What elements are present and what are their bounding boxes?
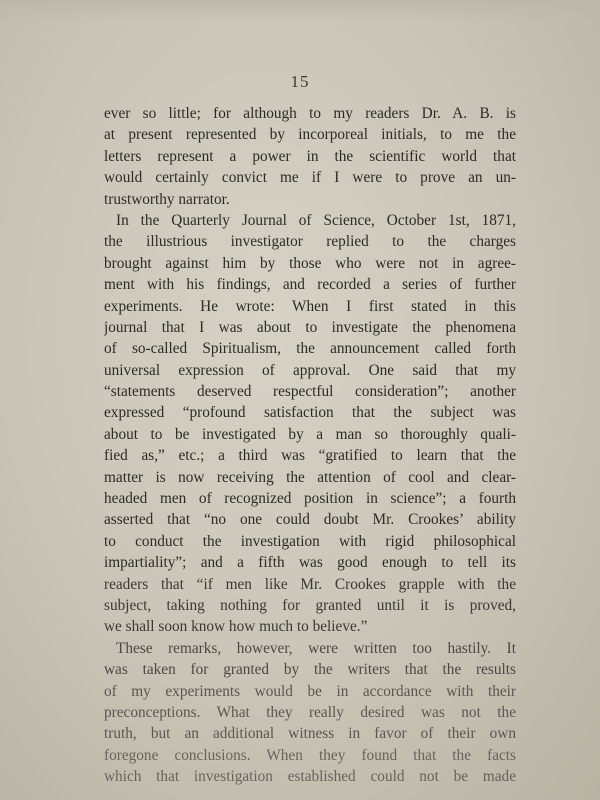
text-line: brought against him by those who were not in agree- [104, 254, 516, 272]
text-line: was taken for granted by the writers that the results [104, 661, 516, 679]
text-line: ment with his findings, and recorded a series of further [104, 276, 516, 294]
text-line: would certainly convict me if I were to prove an un- [104, 169, 516, 187]
text-line: of so-called Spiritualism, the announcement called forth [104, 340, 516, 358]
text-line: expressed “profound satisfaction that the subject was [104, 404, 516, 422]
body-text [104, 103, 516, 788]
text-line: universal expression of approval. One said that my [104, 361, 516, 379]
text-line: readers that “if men like Mr. Crookes grapple with the [104, 575, 516, 593]
text-line: preconceptions. What they really desired was not the [104, 703, 516, 721]
text-line: about to be investigated by a man so thoroughly quali- [104, 425, 516, 443]
text-line: fied as,” etc.; a third was “gratified to learn that the [104, 447, 516, 465]
text-line: to conduct the investigation with rigid philosophical [104, 532, 516, 550]
text-line: we shall soon know how much to believe.” [104, 618, 368, 636]
text-line: matter is now receiving the attention of cool and clear- [104, 468, 516, 486]
text-line: ever so little; for although to my readers Dr. A. B. is [104, 105, 516, 122]
text-line: journal that I was about to investigate the phenomena [104, 318, 516, 336]
text-line: trustworthy narrator. [104, 190, 230, 208]
text-line: foregone conclusions. When they found that the facts [104, 746, 516, 764]
text-line: In the Quarterly Journal of Science, October 1st, 1871, [116, 211, 516, 229]
text-line: the illustrious investigator replied to the charges [104, 233, 516, 251]
text-line: headed men of recognized position in science”; a fourth [104, 490, 516, 508]
text-line: “statements deserved respectful consideration”; another [104, 383, 516, 401]
page-top-edge [0, 0, 600, 22]
text-line: experiments. He wrote: When I first stated in this [104, 297, 516, 315]
text-line: These remarks, however, were written too hastily. It [116, 639, 516, 657]
text-line: letters represent a power in the scientific world that [104, 147, 516, 165]
text-line: impartiality”; and a fifth was good enough to tell its [104, 554, 516, 572]
page-number: 15 [290, 72, 310, 91]
text-line: which that investigation established could not be made [104, 768, 516, 786]
text-line: asserted that “no one could doubt Mr. Crookes’ ability [104, 511, 516, 529]
text-line: of my experiments would be in accordance with their [104, 682, 516, 700]
text-line: truth, but an additional witness in favor of their own [104, 725, 516, 743]
text-line: at present represented by incorporeal initials, to me the [104, 126, 516, 144]
text-line: subject, taking nothing for granted until it is proved, [104, 596, 516, 614]
